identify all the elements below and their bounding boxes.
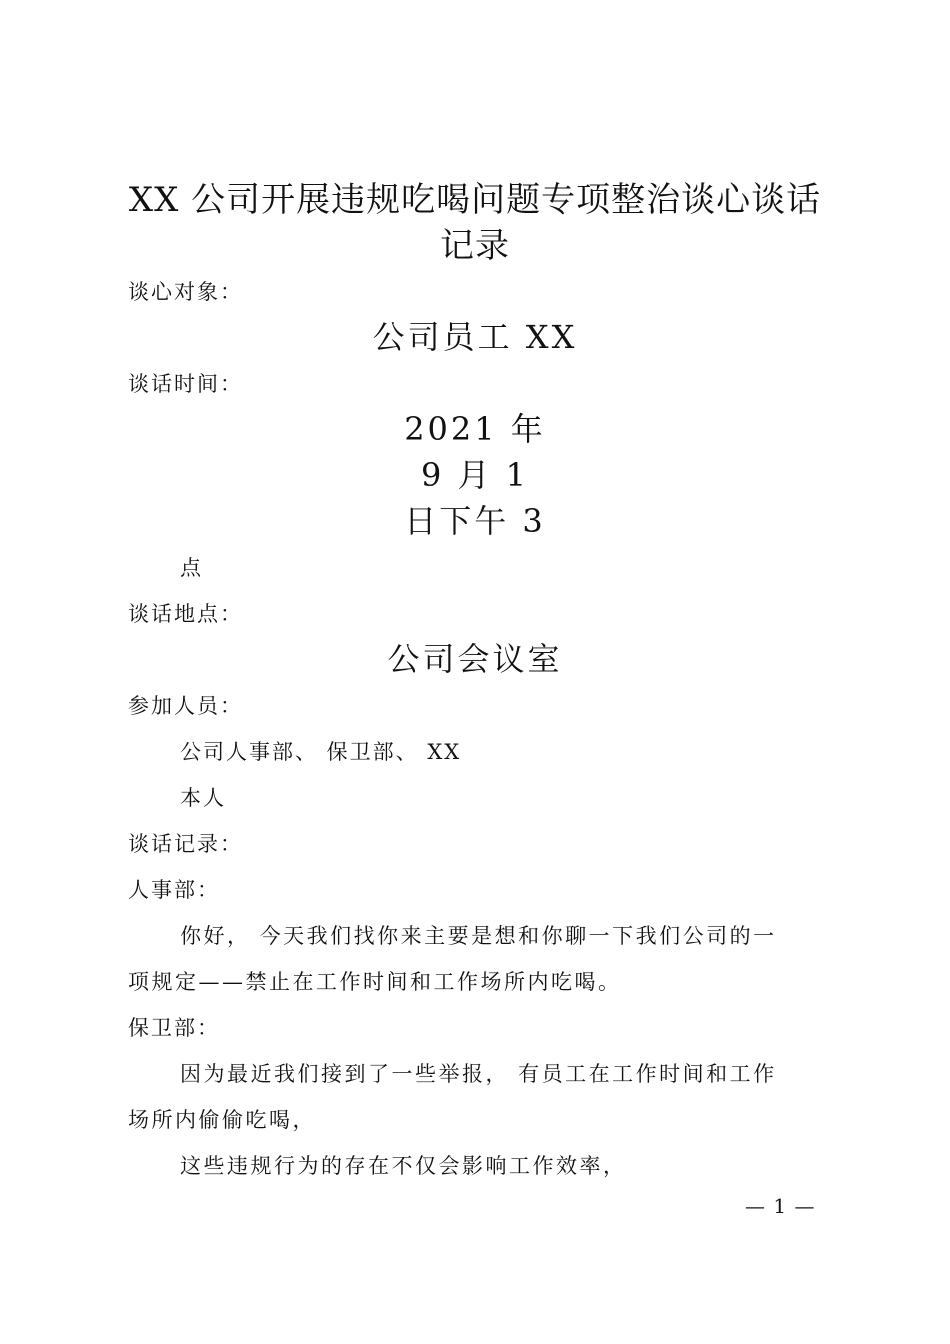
time-value-line-2: 9 月 1 — [420, 456, 530, 494]
participants-label: 参加人员： — [128, 694, 243, 718]
page-number: — 1 — — [745, 1194, 816, 1218]
subject-value: 公司员工 XX — [372, 318, 578, 356]
record-label: 谈话记录： — [128, 832, 243, 856]
security-paragraph-line-3: 这些违规行为的存在不仅会影响工作效率， — [180, 1154, 627, 1178]
security-paragraph-line-2: 场所内偷偷吃喝， — [128, 1108, 316, 1132]
security-paragraph-line-1: 因为最近我们接到了一些举报， 有员工在工作时间和工作 — [180, 1062, 777, 1086]
place-value: 公司会议室 — [387, 640, 563, 678]
document-title-line-1: XX 公司开展违规吃喝问题专项整治谈心谈话 — [128, 180, 822, 220]
place-label: 谈话地点： — [128, 602, 243, 626]
hr-paragraph-line-2: 项规定——禁止在工作时间和工作场所内吃喝。 — [128, 970, 622, 994]
hr-paragraph-line-1: 你好， 今天我们找你来主要是想和你聊一下我们公司的一 — [180, 924, 777, 948]
participants-line-2: 本人 — [180, 786, 226, 810]
subject-label: 谈心对象： — [128, 280, 243, 304]
time-value-line-3: 日下午 3 — [404, 502, 546, 540]
time-label: 谈话时间： — [128, 372, 243, 396]
security-speaker-label: 保卫部： — [128, 1016, 220, 1040]
time-value-tail: 点 — [180, 556, 203, 580]
participants-line-1: 公司人事部、 保卫部、 XX — [180, 740, 462, 764]
time-value-line-1: 2021 年 — [404, 410, 546, 448]
hr-speaker-label: 人事部： — [128, 878, 220, 902]
document-title-line-2: 记录 — [440, 226, 510, 266]
